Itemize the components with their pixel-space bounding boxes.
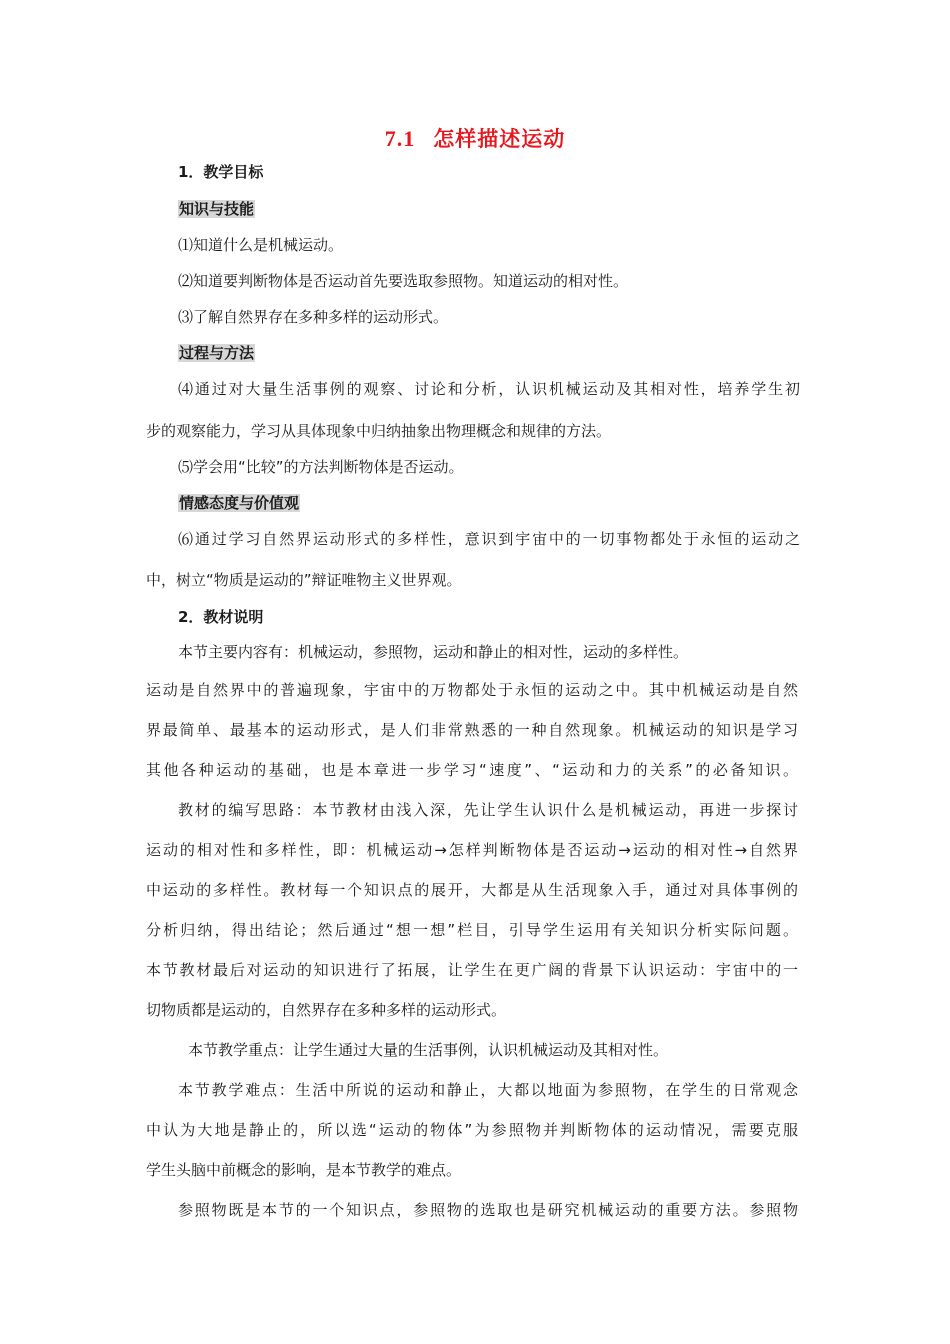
paragraph-b-line-4: 分析归纳，得出结论；然后通过“想一想”栏目，引导学生运用有关知识分析实际问题。 [146,921,798,939]
paragraph-difficulty-line-3: 学生头脑中前概念的影响，是本节教学的难点。 [146,1161,462,1179]
goal-item-4-line-2: 步的观察能力，学习从具体现象中归纳抽象出物理概念和规律的方法。 [146,422,612,440]
goal-item-5: ⑸学会用“比较”的方法判断物体是否运动。 [178,458,464,476]
paragraph-a-line-1: 运动是自然界中的普遍现象，宇宙中的万物都处于永恒的运动之中。其中机械运动是自然 [146,681,798,699]
paragraph-a-line-3: 其他各种运动的基础，也是本章进一步学习“速度”、“运动和力的关系”的必备知识。 [146,761,798,779]
paragraph-key-point: 本节教学重点：让学生通过大量的生活事例，认识机械运动及其相对性。 [188,1041,669,1059]
section-title: 怎样描述运动 [433,127,566,151]
paragraph-main-content: 本节主要内容有：机械运动，参照物，运动和静止的相对性，运动的多样性。 [178,643,689,661]
paragraph-reference-line-1: 参照物既是本节的一个知识点，参照物的选取也是研究机械运动的重要方法。参照物 [178,1201,798,1219]
goal-item-2: ⑵知道要判断物体是否运动首先要选取参照物。知道运动的相对性。 [178,272,629,290]
subheading-attitude-values: 情感态度与价值观 [179,494,300,512]
paragraph-difficulty-line-1: 本节教学难点：生活中所说的运动和静止，大都以地面为参照物，在学生的日常观念 [178,1081,798,1099]
heading-teaching-goals: 1．教学目标 [178,163,264,181]
paragraph-difficulty-line-2: 中认为大地是静止的，所以选“运动的物体”为参照物并判断物体的运动情况，需要克服 [146,1121,798,1139]
goal-item-4-line-1: ⑷通过对大量生活事例的观察、讨论和分析，认识机械运动及其相对性，培养学生初 [178,380,800,398]
paragraph-b-line-2: 运动的相对性和多样性，即：机械运动→怎样判断物体是否运动→运动的相对性→自然界 [146,841,798,859]
goal-item-3: ⑶了解自然界存在多种多样的运动形式。 [178,308,449,326]
goal-item-1: ⑴知道什么是机械运动。 [178,236,344,254]
goal-item-6-line-2: 中，树立“物质是运动的”辩证唯物主义世界观。 [146,571,462,589]
subheading-knowledge-skills: 知识与技能 [179,200,255,218]
goal-item-6-line-1: ⑹通过学习自然界运动形式的多样性，意识到宇宙中的一切事物都处于永恒的运动之 [178,530,800,548]
paragraph-a-line-2: 界最简单、最基本的运动形式，是人们非常熟悉的一种自然现象。机械运动的知识是学习 [146,721,798,739]
heading-material-notes: 2．教材说明 [178,608,264,626]
subheading-process-methods: 过程与方法 [179,344,255,362]
paragraph-b-line-1: 教材的编写思路：本节教材由浅入深，先让学生认识什么是机械运动，再进一步探讨 [178,801,798,819]
paragraph-b-line-5: 本节教材最后对运动的知识进行了拓展，让学生在更广阔的背景下认识运动：宇宙中的一 [146,961,798,979]
paragraph-b-line-3: 中运动的多样性。教材每一个知识点的展开，大都是从生活现象入手，通过对具体事例的 [146,881,798,899]
paragraph-b-line-6: 切物质都是运动的，自然界存在多种多样的运动形式。 [146,1001,507,1019]
page-title [0,124,950,154]
section-number: 7.1 [384,126,416,151]
